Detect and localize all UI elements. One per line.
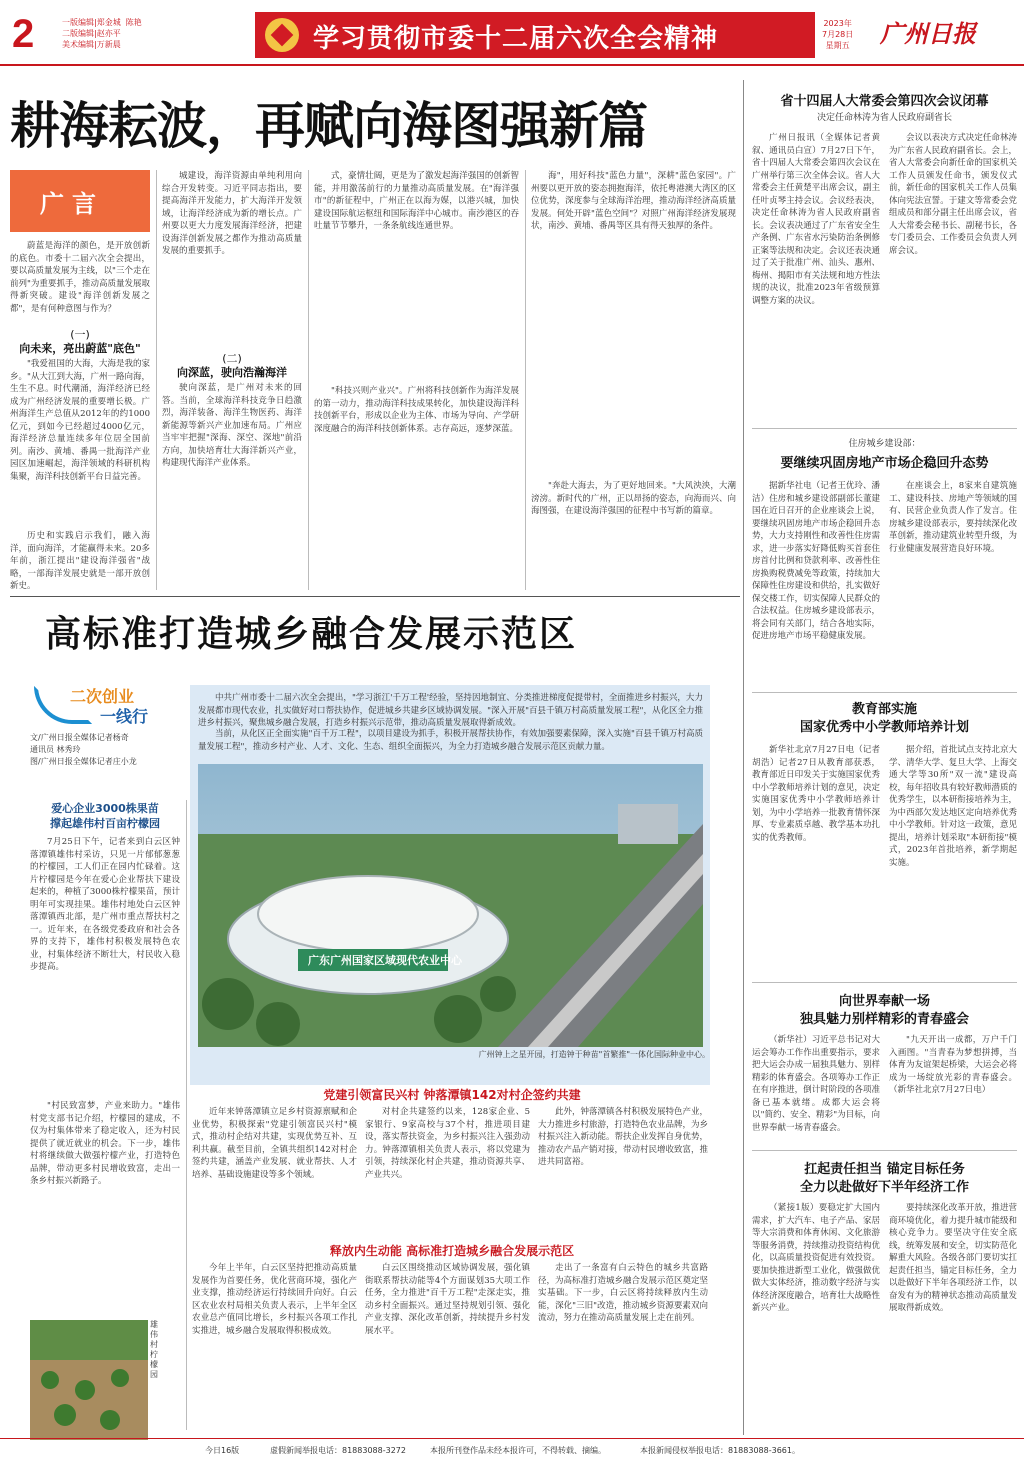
header-rule <box>0 64 1024 66</box>
article-column-3b <box>314 385 519 590</box>
feature-byline: 文/广州日报全媒体记者杨奇 通讯员 林秀玲 图/广州日报全媒体记者庄小龙 <box>30 733 137 766</box>
date-year: 2023年 <box>823 19 852 28</box>
section2-number: (二) <box>222 352 242 365</box>
article-column-3 <box>314 170 519 380</box>
section-b-col2 <box>365 1106 530 1236</box>
left-article-body <box>30 836 180 1096</box>
section-c-col2 <box>365 1262 530 1434</box>
news5-headline-1: 扛起责任担当 锚定目标任务 <box>804 1162 965 1177</box>
section-c-col3 <box>538 1262 708 1434</box>
section-c-paragraph-1: 今年上半年，白云区坚持把推动高质量发展作为首要任务，优化营商环境，强化产业支撑，推动经济运行持续回升向好。白云区农业农村局相关负责人表示，上半年全区农业总产值同比增长，乡村振兴各项工作扎实推进，城乡融合发展取得积极成效。 <box>192 1263 357 1336</box>
news4-body-2 <box>889 1034 1017 1144</box>
photo2-caption: 雄伟村柠檬园 <box>150 1320 158 1379</box>
news-divider <box>752 1150 1017 1151</box>
footer-notice: 本报所刊登作品未经本报许可，不得转载、摘编。 <box>430 1446 606 1455</box>
article-column-4 <box>531 170 736 470</box>
article-column-4b <box>531 480 736 590</box>
promo-line-1: 二次创业 <box>70 687 135 706</box>
section-c-col1 <box>192 1262 357 1434</box>
party-emblem-icon <box>265 18 299 52</box>
news4-headline-1: 向世界奉献一场 <box>838 994 930 1009</box>
intro-paragraph: 蔚蓝是海洋的颜色，是开放创新的底色。市委十二届六次全会提出，要以高质量发展为主线，以"三个走在前列"为重要抓手，推动高质量发展取得新突破。建设"海洋创新发展之都"，是有何种意图与作为？ <box>10 241 150 314</box>
col2b-paragraph: 驶向深蓝，是广州对未来的回答。当前，全球海洋科技竞争日趋激烈，海洋装备、海洋生物医药、海洋新能源等新兴产业加速布局。广州应当牢牢把握"深海、深空、深地"前沿方向，加快培育壮大海洋新兴产业，构建现代海洋产业体系。 <box>162 383 302 468</box>
news-divider <box>752 982 1017 983</box>
news4-paragraph: （新华社）习近平总书记对大运会筹办工作作出重要指示，要求把大运会办成一届独具魅力、别样精彩的体育盛会。各项筹办工作正在有序推进，倒计时阶段的各项准备已基本就绪。成都大运会将以"简约、安全、精彩"为目标，向世界奉献一场青春盛会。 <box>752 1035 880 1133</box>
news1-body <box>752 132 880 422</box>
photo-sign: 广东广州国家区域现代农业中心 <box>308 954 462 967</box>
section-b-col3 <box>538 1106 708 1236</box>
news4-paragraph-2: "九天开出一成都，万户千门入画图。"当青春为梦想拼搏，当体育为友谊架起桥梁，大运会必将成为一场绽放光彩的青春盛会。（新华社北京7月27日电） <box>889 1035 1017 1095</box>
col3b-paragraph: "科技兴则产业兴"。广州将科技创新作为海洋发展的第一动力，推动海洋科技成果转化，加快建设海洋科技创新平台，形成以企业为主体、市场为导向、产学研深度融合的海洋科技创新体系。志存高远，逐梦深蓝。 <box>314 386 519 434</box>
news2-kicker: 住房城乡建设部： <box>848 439 921 449</box>
section-b-paragraph-3: 此外，钟落潭镇各村积极发展特色产业，大力推进乡村旅游，打造特色农业品牌，为乡村振兴注入新动能。帮扶企业发挥自身优势，推动农产品产销对接，带动村民增收致富，推进共同富裕。 <box>538 1107 708 1167</box>
column-tag <box>10 170 150 232</box>
section-b-paragraph-1: 近年来钟落潭镇立足乡村资源禀赋和企业优势，积极探索"党建引领富民兴村"模式，推动村企结对共建，实现优势互补、互利共赢。截至目前，全镇共组织142对村企签约共建，涵盖产业发展、就业帮扶、人才培养、基础设施建设等多个领域。 <box>192 1107 357 1180</box>
section1-number: (一) <box>70 328 90 341</box>
news3-body <box>752 744 880 974</box>
article-column-2b <box>162 382 302 590</box>
subhead-b: 党建引领富民兴村 钟落潭镇142对村企签约共建 <box>323 1088 581 1102</box>
issue-date <box>822 18 853 51</box>
editors-credit: 一版编辑|郑金城 陈艳 二版编辑|赵亦平 美术编辑|万新晨 <box>62 18 142 49</box>
news5-body <box>752 1202 880 1434</box>
col1b-paragraph: 历史和实践启示我们，融入海洋，面向海洋，才能赢得未来。20多年前，浙江提出"建设海洋强省"战略，一部海洋发展史就是一部开放创新史。 <box>10 531 150 590</box>
feature-photo <box>198 764 703 1047</box>
section1-title: 向未来，亮出蔚蓝"底色" <box>19 342 141 355</box>
article-column-2 <box>162 170 302 348</box>
article-intro <box>10 240 150 320</box>
news-divider <box>752 692 1017 693</box>
main-column-divider <box>743 80 744 1435</box>
news5-body-2 <box>889 1202 1017 1434</box>
col2-paragraph: 城建设，海洋资源由单纯利用向综合开发转变。习近平同志指出，要提高海洋开发能力，扩大海洋开发领域，让海洋经济成为新的增长点。广州要以更大力度发展海洋经济，把建设海洋创新发展之都作为推动高质量发展的重要抓手。 <box>162 171 302 256</box>
section-banner <box>255 12 815 58</box>
news4-body <box>752 1034 880 1144</box>
weekday: 星期五 <box>825 41 850 50</box>
col4b-paragraph: "奔赴大海去，为了更好地回来。"大风泱泱，大潮滂滂。新时代的广州，正以昂扬的姿态，向海而兴、向海图强，在建设海洋强国的征程中书写新的篇章。 <box>531 481 736 516</box>
column-divider <box>186 800 187 1430</box>
news1-subheadline: 决定任命林涛为省人民政府副省长 <box>816 113 952 123</box>
article-column-1 <box>10 358 150 528</box>
subhead-a-line2: 撑起雄伟村百亩柠檬园 <box>50 817 160 830</box>
banner-title: 学习贯彻市委十二届六次全会精神 <box>313 24 719 54</box>
news3-headline-2: 国家优秀中小学教师培养计划 <box>799 720 969 735</box>
column-divider <box>525 170 526 590</box>
feature-headline: 高标准打造城乡融合发展示范区 <box>45 613 578 655</box>
news2-body <box>752 480 880 688</box>
date-month-day: 7月28日 <box>822 30 854 39</box>
left-article-body-2 <box>30 1100 180 1314</box>
section-c-paragraph-3: 走出了一条富有白云特色的城乡共富路径，为高标准打造城乡融合发展示范区奠定坚实基础。下一步，白云区将持续释放内生动能，深化"三旧"改造，推动城乡资源要素双向流动，努力在推动高质量发展上走在前列。 <box>538 1263 708 1323</box>
news2-paragraph-2: 在座谈会上，8家来自建筑施工、建设科技、房地产等领域的国有、民营企业负责人作了发言。住房城乡建设部表示，要持续深化改革创新，推动建筑业转型升级，为行业健康发展营造良好环境。 <box>889 481 1017 554</box>
news3-paragraph: 新华社北京7月27日电（记者胡浩）记者27日从教育部获悉，教育部近日印发关于实施国家优秀中小学教师培养计划的意见，决定实施国家优秀中小学教师培养计划，为中小学培养一批教育情怀深厚、专业素质卓越、教学基本功扎实的优秀教师。 <box>752 745 880 843</box>
main-headline: 耕海耘波，再赋向海图强新篇 <box>10 96 647 155</box>
news1-paragraph-2: 会议以表决方式决定任命林涛为广东省人民政府副省长。会上，省人大常委会向新任命的国家机关工作人员颁发任命书，颁发仪式前，新任命的国家机关工作人员集体向宪法宣誓。于建文等常委会党组成员和部分副主任出席会议，省人大常委会秘书长、副秘书长，各专门委员会、工作委员会负责人列席会议。 <box>889 133 1017 256</box>
news5-paragraph: （紧接1版）要稳定扩大国内需求，扩大汽车、电子产品、家居等大宗消费和体育休闲、文化旅游等服务消费，持续推动投资结构优化，以高质量投资促进有效投资。要加快推进新型工业化，做强做优做大实体经济，推动数字经济与实体经济深度融合，培育壮大战略性新兴产业。 <box>752 1203 880 1313</box>
page-footer <box>0 1438 1024 1464</box>
article-column-1b <box>10 530 150 590</box>
col1-paragraph: "我爱祖国的大海，大海是我的家乡。"从大江到大海，广州一路向海，生生不息。时代潮涌，海洋经济已经成为广州经济发展的重要增长极。广州海洋生产总值从2012年的约1000亿元，到如今已经超过4000亿元，海洋经济总量连续多年位居全国前列。南沙、黄埔、番禺一批海洋产业园区加速崛起，海洋领域的科研机构集聚，海洋科技创新平台日益完善。 <box>10 359 150 482</box>
news1-body-2 <box>889 132 1017 422</box>
col3-paragraph: 式，豪情壮阔，更是为了激发起海洋强国的创新智能，并用激荡前行的力量推动高质量发展。在"海洋强市"的新征程中，广州正在以海为媒，以港兴城，加快建设国际航运枢纽和国际海洋中心城市。南沙港区的吞吐量节节攀升，一条条航线连通世界。 <box>314 171 519 231</box>
news2-paragraph: 据新华社电（记者王优玲、潘洁）住房和城乡建设部副部长董建国在近日召开的企业座谈会上说，要继续巩固房地产市场企稳回升态势，大力支持刚性和改善性住房需求，进一步落实好降低购买首套住房首付比例和贷款利率、改善性住房换购税费减免等政策，持续加大保障性住房建设和供给，扎实做好保交楼工作，切实保障人民群众的合法权益。住房城乡建设部表示，将会同有关部门，结合各地实际，促进房地产市场平稳健康发展。 <box>752 481 880 641</box>
footer-hotline: 虚假新闻举报电话：81883088-3272 <box>270 1446 406 1455</box>
section2-title: 向深蓝，驶向浩瀚海洋 <box>177 366 287 379</box>
subhead-c: 释放内生动能 高标准打造城乡融合发展示范区 <box>329 1244 575 1258</box>
column-divider <box>156 170 157 590</box>
series-promo-logo <box>30 678 180 728</box>
lemon-orchard-photo <box>30 1320 148 1440</box>
news-divider <box>752 428 1017 429</box>
news2-body-2 <box>889 480 1017 688</box>
news3-paragraph-2: 据介绍，首批试点支持北京大学、清华大学、复旦大学、上海交通大学等30所"双一流"建设高校，每年招收具有较好教师潜质的优秀学生，以本研衔接培养为主，为中西部欠发达地区定向培养优秀中小学教师。针对这一政策，意见提出，培养计划采取"本研衔接"模式，2023年首批培养，新学期起实施。 <box>889 745 1017 868</box>
left-article-paragraph: 7月25日下午，记者来到白云区钟落潭镇雄伟村采访，只见一片郁郁葱葱的柠檬园，工人们正在园内忙碌着。这片柠檬园是今年在爱心企业帮扶下建设起来的，种植了3000株柠檬果苗，预计明年可实现挂果。雄伟村地处白云区钟落潭镇西北部，是广州市重点帮扶村之一。近年来，在各级党委政府和社会各界的支持下，雄伟村积极发展特色农业，村集体经济不断壮大，村民收入稳步提高。 <box>30 837 180 972</box>
intro-lead-paragraph: 中共广州市委十二届六次全会提出，"学习浙江'千万工程'经验，坚持因地制宜、分类推进梯度促提带村，全面推进乡村振兴，大力发展都市现代农业，扎实做好对口帮扶协作，促进城乡共建乡区域协调发展。"深入开展"百县千镇万村高质量发展工程"，从化区全力推进乡村振兴，聚焦城乡融合发展，打造乡村振兴示范带，推动高质量发展取得新成效。 <box>198 693 703 728</box>
news5-paragraph-2: 要持续深化改革开放，推进营商环境优化，着力提升城市能级和核心竞争力。要坚决守住安全底线，统筹发展和安全，切实防范化解重大风险。各级各部门要切实扛起责任担当，锚定目标任务，全力以赴做好下半年各项经济工作，以奋发有为的精神状态推动高质量发展取得新成效。 <box>889 1203 1017 1313</box>
col4-paragraph: 海"，用好科技"蓝色力量"，深耕"蓝色家园"。广州要以更开放的姿态拥抱海洋，依托粤港澳大湾区的区位优势，深度参与全球海洋治理，推动海洋经济高质量发展。何处开辟"蓝色空间"？对照广州海洋经济发展现状，南沙、黄埔、番禺等区具有得天独厚的条件。 <box>531 171 736 231</box>
news4-headline-2: 独具魅力别样精彩的青春盛会 <box>799 1012 969 1027</box>
subhead-a-line1: 爱心企业3000株果苗 <box>51 802 159 815</box>
intro-lead <box>198 692 703 730</box>
intro-lead-2 <box>198 728 703 762</box>
section-c-paragraph-2: 白云区围绕推动区域协调发展，强化镇街联系帮扶动能等4个方面谋划35大项工作任务，全力推进"百千万工程"走深走实，推动乡村全面振兴。通过坚持规划引领、强化产业支撑、深化改革创新，持续提升乡村发展水平。 <box>365 1263 530 1336</box>
footer-copyright: 本报新闻侵权举报电话：81883088-3661。 <box>640 1446 800 1455</box>
news1-headline: 省十四届人大常委会第四次会议闭幕 <box>780 94 989 109</box>
news3-body-2 <box>889 744 1017 974</box>
promo-line-2: 一线行 <box>100 707 149 726</box>
section-divider <box>10 596 740 597</box>
intro-lead-paragraph-2: 当前，从化区正全面实施"百千万工程"，以项目建设为抓手，积极开展帮扶协作，有效加强要素保障，深入实施"百县千镇万村高质量发展工程"，推动乡村产业、人才、文化、生态、组织全面振兴，为全力打造城乡融合发展示范区贡献力量。 <box>198 729 703 752</box>
news5-headline-2: 全力以赴做好下半年经济工作 <box>799 1180 969 1195</box>
news2-headline: 要继续巩固房地产市场企稳回升态势 <box>780 456 989 471</box>
photo-caption: 广州钟上之星开园，打造钟于种苗"首繁推"一体化国际种业中心。 <box>478 1050 710 1059</box>
section-b-paragraph-2: 对村企共建签约以来，128家企业、5家银行、9家高校与37个村，推进项目建设，落实帮扶资金，为乡村振兴注入强劲动力。钟落潭镇相关负责人表示，将以党建为引领，持续深化村企共建，推动资源共享、产业共兴。 <box>365 1107 530 1180</box>
column-divider <box>308 170 309 590</box>
newspaper-logo: 广州日报 <box>880 19 976 48</box>
left-article-paragraph-2: "村民致富梦，产业来助力。"雄伟村党支部书记介绍，柠檬园的建成，不仅为村集体带来了稳定收入，还为村民提供了就近就业的机会。下一步，雄伟村将继续做大做强柠檬产业，打造特色品牌，带动更多村民增收致富，走出一条乡村振兴新路子。 <box>30 1101 180 1186</box>
footer-pages: 今日16版 <box>205 1446 240 1455</box>
news3-headline-1: 教育部实施 <box>851 702 917 717</box>
section-b-col1 <box>192 1106 357 1236</box>
column-tag-label: 广言 <box>40 189 104 218</box>
page-number: 2 <box>12 12 35 56</box>
news1-paragraph: 广州日报讯（全媒体记者黄叙、通讯员白宣）7月27日下午，省十四届人大常委会第四次会议在广州举行第三次全体会议。省人大常委会主任黄楚平出席会议，副主任叶贞琴主持会议。会议经表决，决定任命林涛为省人民政府副省长。会议表决通过了广东省安全生产条例、广东省水污染防治条例修正案等法规和决定。会议还表决通过了关于批准广州、汕头、惠州、梅州、揭阳市有关法规和地方性法规的决议，批准2023年省级预算调整方案的决议。 <box>752 133 880 306</box>
